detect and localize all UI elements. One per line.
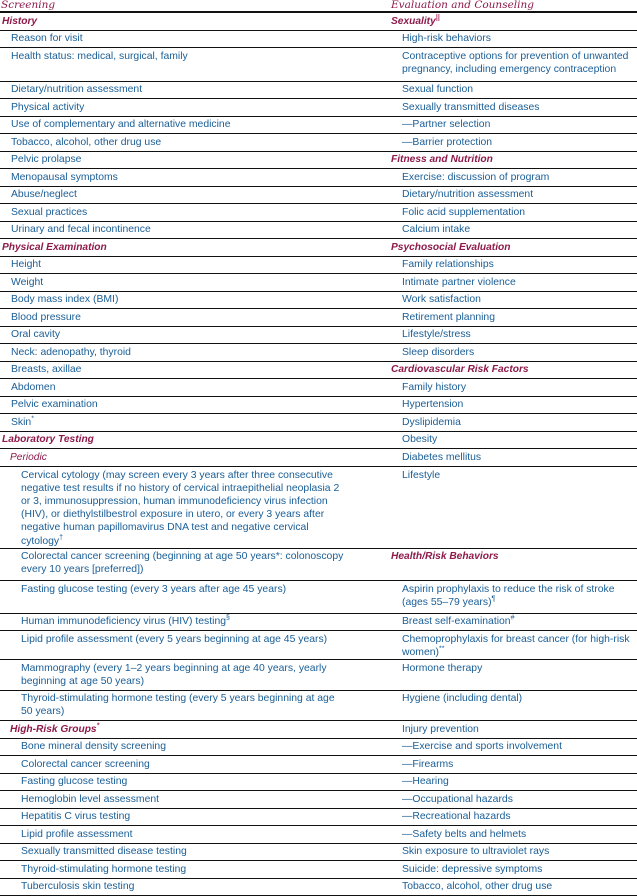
screening-list-item (0, 274, 352, 292)
cell-text: Injury prevention (402, 723, 479, 735)
cell-text: Retirement planning (402, 311, 495, 323)
cell-text: Intimate partner violence (402, 276, 516, 288)
cell-text: —Barrier protection (402, 136, 493, 148)
counseling-list-item (352, 414, 637, 432)
screening-list-item (0, 756, 352, 774)
footnote-marker: * (96, 722, 100, 730)
table-row (0, 631, 637, 660)
counseling-list-item (352, 581, 637, 614)
counseling-section-heading (352, 12, 637, 30)
cell-text: Breast self-examination (402, 616, 511, 628)
screening-list-item (0, 221, 352, 239)
counseling-list-item (352, 134, 637, 152)
table-row (0, 431, 637, 449)
screening-list-item (0, 48, 352, 82)
table-row (0, 116, 637, 134)
cell-text: Health/Risk Behaviors (391, 551, 499, 563)
screening-list-item (0, 773, 352, 791)
table-row (0, 414, 637, 432)
cell-text: Mammography (every 1–2 years beginning at age 40 years, yearly beginning at age 50 years) (21, 662, 327, 687)
screening-subsection-heading (0, 449, 352, 467)
cell-text: Abuse/neglect (11, 189, 77, 200)
cell-text: Fitness and Nutrition (391, 154, 493, 165)
screening-list-item (0, 466, 352, 548)
cell-text: Laboratory Testing (2, 434, 94, 445)
table-row (0, 773, 637, 791)
cell-text: Sexuality (391, 15, 436, 27)
cell-text: Family relationships (402, 259, 494, 270)
screening-list-item (0, 204, 352, 222)
screening-list-item (0, 660, 352, 691)
counseling-list-item (352, 843, 637, 861)
screening-list-item (0, 581, 352, 614)
counseling-list-item (352, 808, 637, 826)
table-row (0, 379, 637, 397)
cell-text: Breasts, axillae (11, 364, 82, 375)
screening-list-item (0, 548, 352, 581)
cell-text: Use of complementary and alternative medicine (11, 119, 231, 130)
table-row (0, 756, 637, 774)
cell-text: Diabetes mellitus (402, 451, 482, 463)
screening-list-item (0, 808, 352, 826)
counseling-list-item (352, 274, 637, 292)
table-row (0, 613, 637, 631)
cell-text: Sexual practices (11, 206, 88, 218)
cell-text: Colorectal cancer screening (21, 758, 150, 770)
screening-list-item (0, 30, 352, 48)
cell-text: Hemoglobin level assessment (21, 793, 160, 805)
counseling-list-item (352, 309, 637, 327)
counseling-list-item (352, 48, 637, 82)
screening-list-item (0, 291, 352, 309)
column-header-evaluation-counseling: Evaluation and Counseling (391, 0, 535, 11)
cell-text: Lifestyle (402, 469, 441, 481)
footnote-marker: ¶ (491, 595, 496, 603)
cell-text: Oral cavity (11, 329, 61, 340)
cell-text: —Firearms (402, 758, 454, 770)
cell-text: Cervical cytology (may screen every 3 years after three consecutive negative test results if no history of cervical intraepithelial neoplasia 2 or 3, immunosuppression, human immunodeficiency virus infection (HIV), or diethylstilbestrol exposure in utero, or every 3 years after negative human papillomavirus DNA test and negative cervical cytology (21, 469, 340, 547)
screening-list-item (0, 843, 352, 861)
cell-text: Exercise: discussion of program (402, 171, 550, 183)
counseling-list-item (352, 99, 637, 117)
cell-text: Hepatitis C virus testing (21, 811, 131, 823)
footnote-marker: § (226, 614, 230, 622)
screening-list-item (0, 81, 352, 99)
table-row (0, 843, 637, 861)
cell-text: —Hearing (402, 776, 449, 788)
table-header-row (0, 0, 637, 12)
screening-list-item (0, 861, 352, 879)
screening-list-item (0, 791, 352, 809)
counseling-list-item (352, 791, 637, 809)
screening-list-item (0, 396, 352, 414)
cell-text: History (2, 15, 38, 27)
cell-text: Thyroid-stimulating hormone testing (21, 863, 187, 875)
counseling-list-item (352, 30, 637, 48)
cell-text: Work satisfaction (402, 294, 481, 305)
cell-text: —Safety belts and helmets (402, 828, 527, 840)
table-row (0, 548, 637, 581)
counseling-list-item (352, 721, 637, 739)
counseling-list-item (352, 738, 637, 756)
cell-text: Cardiovascular Risk Factors (391, 364, 529, 375)
cell-text: Hormone therapy (402, 662, 483, 674)
cell-text: Neck: adenopathy, thyroid (11, 346, 131, 358)
cell-text: —Occupational hazards (402, 793, 513, 805)
cell-text: Sleep disorders (402, 346, 475, 358)
cell-text: Family history (402, 381, 467, 393)
screening-list-item (0, 309, 352, 327)
counseling-section-heading (352, 239, 637, 257)
table-row (0, 48, 637, 82)
cell-text: Tobacco, alcohol, other drug use (402, 881, 553, 893)
screening-list-item (0, 344, 352, 362)
cell-text: Thyroid-stimulating hormone testing (every 5 years beginning at age 50 years) (21, 693, 335, 718)
screening-list-item (0, 169, 352, 187)
counseling-list-item (352, 756, 637, 774)
counseling-section-heading (352, 361, 637, 379)
table-row (0, 466, 637, 548)
counseling-section-heading (352, 548, 637, 581)
cell-text: Psychosocial Evaluation (391, 241, 511, 253)
table-row (0, 134, 637, 152)
footnote-marker: ** (438, 645, 445, 653)
table-row (0, 738, 637, 756)
cell-text: Hypertension (402, 399, 464, 410)
cell-text: Fasting glucose testing (every 3 years after age 45 years) (21, 583, 287, 595)
counseling-list-item (352, 116, 637, 134)
counseling-list-item (352, 878, 637, 896)
cell-text: —Partner selection (402, 119, 491, 130)
counseling-list-item (352, 326, 637, 344)
table-row (0, 449, 637, 467)
counseling-section-heading (352, 151, 637, 169)
screening-list-item (0, 99, 352, 117)
cell-text: Reason for visit (11, 33, 83, 44)
cell-text: Sexually transmitted diseases (402, 101, 540, 113)
screening-list-item (0, 151, 352, 169)
cell-text: Obesity (402, 434, 438, 445)
counseling-list-item (352, 660, 637, 691)
table-row (0, 344, 637, 362)
cell-text: Tobacco, alcohol, other drug use (11, 136, 162, 148)
cell-text: Aspirin prophylaxis to reduce the risk of stroke (ages 55–79 years) (402, 583, 615, 608)
screening-list-item (0, 361, 352, 379)
screening-list-item (0, 613, 352, 631)
table-row (0, 396, 637, 414)
cell-text: Physical activity (11, 101, 85, 113)
counseling-list-item (352, 431, 637, 449)
table-row (0, 309, 637, 327)
cell-text: Hygiene (including dental) (402, 693, 523, 705)
cell-text: Health status: medical, surgical, family (11, 50, 188, 62)
footnote-marker: † (59, 534, 64, 542)
cell-text: Human immunodeficiency virus (HIV) testing (21, 616, 226, 628)
cell-text: Dietary/nutrition assessment (11, 84, 143, 95)
counseling-list-item (352, 186, 637, 204)
cell-text: Colorectal cancer screening (beginning at age 50 years*: colonoscopy every 10 years [preferred]) (21, 551, 344, 576)
cell-text: —Recreational hazards (402, 811, 511, 823)
screening-section-heading (0, 239, 352, 257)
counseling-list-item (352, 81, 637, 99)
table-row (0, 151, 637, 169)
cell-text: —Exercise and sports involvement (402, 741, 562, 753)
screening-list-item (0, 690, 352, 721)
screening-list-item (0, 379, 352, 397)
cell-text: Lipid profile assessment (every 5 years beginning at age 45 years) (21, 633, 328, 645)
screening-list-item (0, 186, 352, 204)
screening-list-item (0, 134, 352, 152)
table-row (0, 12, 637, 30)
screening-subsection-heading (0, 721, 352, 739)
table-row (0, 239, 637, 257)
cell-text: Skin (11, 416, 32, 428)
table-row (0, 99, 637, 117)
counseling-list-item (352, 344, 637, 362)
counseling-list-item (352, 169, 637, 187)
table-row (0, 808, 637, 826)
cell-text: Menopausal symptoms (11, 171, 118, 183)
table-row (0, 791, 637, 809)
table-row (0, 361, 637, 379)
counseling-list-item (352, 773, 637, 791)
cell-text: Lifestyle/stress (402, 329, 471, 340)
cell-text: Body mass index (BMI) (11, 294, 119, 305)
footnote-marker: # (510, 614, 515, 622)
cell-text: High-Risk Groups (10, 723, 97, 735)
screening-list-item (0, 878, 352, 896)
table-row (0, 581, 637, 614)
counseling-list-item (352, 204, 637, 222)
table-row (0, 30, 637, 48)
cell-text: Periodic (10, 451, 47, 463)
counseling-list-item (352, 449, 637, 467)
table-row (0, 326, 637, 344)
cell-text: Tuberculosis skin testing (21, 881, 135, 893)
screening-list-item (0, 414, 352, 432)
table-row (0, 878, 637, 896)
cell-text: Weight (11, 276, 44, 288)
screening-list-item (0, 116, 352, 134)
cell-text: Height (11, 259, 42, 270)
column-header-screening: Screening (1, 0, 56, 11)
footnote-marker: * (31, 415, 34, 423)
cell-text: Sexually transmitted disease testing (21, 846, 187, 858)
table-row (0, 169, 637, 187)
screening-section-heading (0, 12, 352, 30)
cell-text: Pelvic prolapse (11, 154, 82, 165)
table-row (0, 221, 637, 239)
cell-text: Dyslipidemia (402, 416, 461, 428)
screening-list-item (0, 631, 352, 660)
cell-text: Suicide: depressive symptoms (402, 863, 543, 875)
table-row (0, 861, 637, 879)
cell-text: Blood pressure (11, 311, 81, 323)
table-row (0, 81, 637, 99)
table-row (0, 274, 637, 292)
table-row (0, 660, 637, 691)
counseling-list-item (352, 379, 637, 397)
counseling-list-item (352, 613, 637, 631)
counseling-list-item (352, 861, 637, 879)
screening-list-item (0, 326, 352, 344)
cell-text: Pelvic examination (11, 399, 98, 410)
table-row (0, 690, 637, 721)
screening-list-item (0, 256, 352, 274)
counseling-list-item (352, 291, 637, 309)
cell-text: Skin exposure to ultraviolet rays (402, 846, 550, 858)
table-row (0, 721, 637, 739)
cell-text: Lipid profile assessment (21, 828, 133, 840)
table-row (0, 186, 637, 204)
screening-list-item (0, 738, 352, 756)
cell-text: Folic acid supplementation (402, 206, 526, 218)
counseling-list-item (352, 221, 637, 239)
counseling-list-item (352, 690, 637, 721)
cell-text: Calcium intake (402, 224, 471, 235)
table-row (0, 204, 637, 222)
counseling-list-item (352, 466, 637, 548)
cell-text: Abdomen (11, 381, 56, 393)
counseling-list-item (352, 631, 637, 660)
cell-text: Contraceptive options for prevention of unwanted pregnancy, including emergency contraception (402, 50, 629, 75)
cell-text: Bone mineral density screening (21, 741, 166, 753)
cell-text: Sexual function (402, 84, 474, 95)
counseling-list-item (352, 396, 637, 414)
counseling-list-item (352, 256, 637, 274)
table-row (0, 256, 637, 274)
cell-text: Dietary/nutrition assessment (402, 189, 534, 200)
screening-section-heading (0, 431, 352, 449)
footnote-marker: || (435, 14, 440, 22)
cell-text: Urinary and fecal incontinence (11, 224, 151, 235)
cell-text: Fasting glucose testing (21, 776, 128, 788)
cell-text: High-risk behaviors (402, 33, 491, 44)
table-row (0, 291, 637, 309)
cell-text: Physical Examination (2, 241, 107, 253)
cell-text: Chemoprophylaxis for breast cancer (for high-risk women) (402, 633, 630, 658)
